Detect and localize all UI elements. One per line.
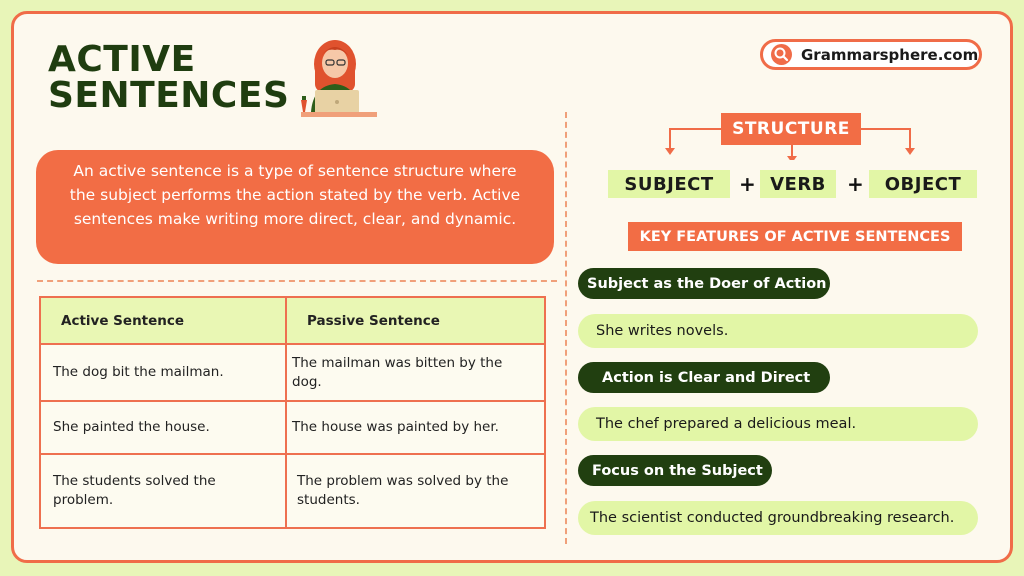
title-line-2: SENTENCES	[48, 75, 290, 116]
structure-label: STRUCTURE	[721, 113, 861, 145]
table-row	[40, 344, 545, 401]
page-title	[48, 39, 290, 116]
feature-heading: Action is Clear and Direct	[578, 362, 830, 393]
search-icon	[771, 44, 792, 65]
vertical-divider	[565, 112, 567, 544]
plus-sign-1: +	[739, 172, 756, 196]
subject-chip: SUBJECT	[608, 170, 730, 198]
active-cell: The dog bit the mailman.	[40, 344, 286, 401]
feature-example: She writes novels.	[578, 314, 978, 348]
feature-heading: Subject as the Doer of Action	[578, 268, 830, 299]
feature-example: The scientist conducted groundbreaking research.	[578, 501, 978, 535]
active-cell: The students solved the problem.	[40, 454, 286, 528]
verb-chip: VERB	[760, 170, 836, 198]
header-active: Active Sentence	[40, 297, 286, 344]
table-row	[40, 401, 545, 454]
table-header-row	[40, 297, 545, 344]
woman-at-laptop-illustration	[293, 34, 383, 120]
plus-sign-2: +	[847, 172, 864, 196]
header-passive: Passive Sentence	[286, 297, 545, 344]
object-chip: OBJECT	[869, 170, 977, 198]
horizontal-divider	[37, 280, 557, 282]
website-label: Grammarsphere.com	[801, 45, 979, 64]
website-badge[interactable]	[760, 39, 982, 70]
title-line-1: ACTIVE	[48, 39, 196, 80]
active-cell: She painted the house.	[40, 401, 286, 454]
passive-cell: The problem was solved by the students.	[286, 454, 545, 528]
key-features-title: KEY FEATURES OF ACTIVE SENTENCES	[628, 222, 962, 251]
table-row	[40, 454, 545, 528]
feature-heading: Focus on the Subject	[578, 455, 772, 486]
passive-cell: The mailman was bitten by the dog.	[286, 344, 545, 401]
feature-example: The chef prepared a delicious meal.	[578, 407, 978, 441]
definition-box: An active sentence is a type of sentence structure where the subject performs the action stated by the verb. Active sentences make writing more direct, clear, and dynamic.	[36, 150, 554, 264]
passive-cell: The house was painted by her.	[286, 401, 545, 454]
comparison-table	[39, 296, 546, 529]
